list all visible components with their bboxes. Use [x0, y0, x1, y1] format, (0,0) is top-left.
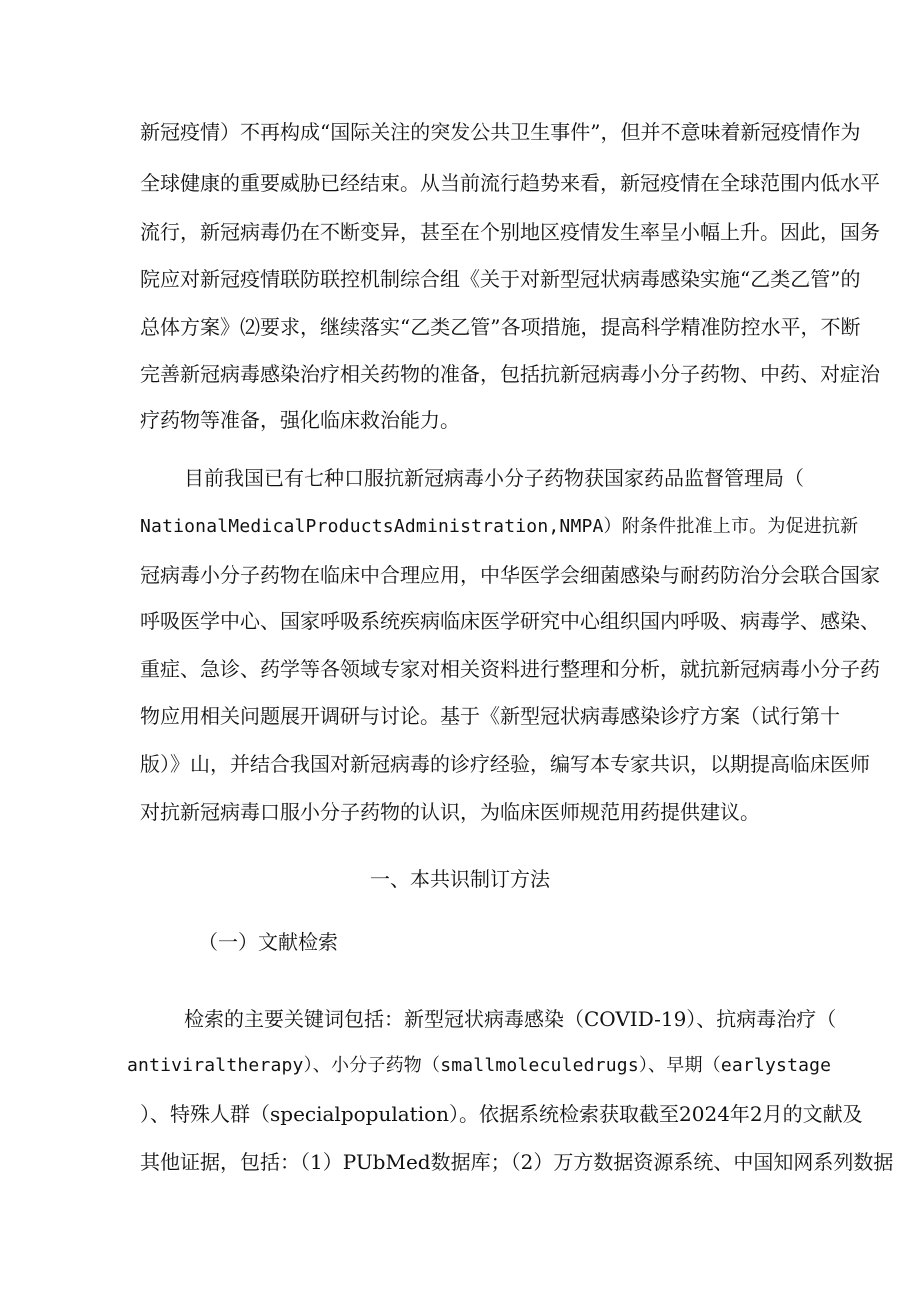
paragraph-2-line-1: 目前我国已有七种口服抗新冠病毒小分子药物获国家药品监督管理局（ [184, 466, 804, 490]
paragraph-2-line-5: 重症、急诊、药学等各领域专家对相关资料进行整理和分析，就抗新冠病毒小分子药 [140, 657, 880, 681]
paragraph-1-line-5: 总体方案》⑵要求，继续落实“乙类乙管”各项措施，提高科学精准防控水平，不断 [140, 315, 861, 339]
paragraph-3-line-4: 其他证据，包括：（1）PUbMed数据库；（2）万方数据资源系统、中国知网系列数据 [140, 1150, 894, 1174]
paragraph-1-line-4: 院应对新冠疫情联防联控机制综合组《关于对新型冠状病毒感染实施“乙类乙管”的 [140, 267, 861, 291]
paragraph-1-line-7: 疗药物等准备，强化临床救治能力。 [140, 408, 460, 432]
paragraph-2-line-7: 版）》山，并结合我国对新冠病毒的诊疗经验，编写本专家共识，以期提高临床医师 [140, 752, 870, 776]
paragraph-1-line-1: 新冠疫情）不再构成“国际关注的突发公共卫生事件”，但并不意味着新冠疫情作为 [140, 120, 861, 144]
paragraph-3-line-2: antiviraltherapy）、小分子药物（smallmoleculedrugs）、早期（earlystage [127, 1055, 832, 1076]
paragraph-1-line-3: 流行，新冠病毒仍在不断变异，甚至在个别地区疫情发生率呈小幅上升。因此，国务 [140, 220, 880, 244]
paragraph-2-line-4: 呼吸医学中心、国家呼吸系统疾病临床医学研究中心组织国内呼吸、病毒学、感染、 [140, 609, 880, 633]
paragraph-1-line-2: 全球健康的重要威胁已经结束。从当前流行趋势来看，新冠疫情在全球范围内低水平 [140, 171, 880, 195]
paragraph-2-line-8: 对抗新冠病毒口服小分子药物的认识，为临床医师规范用药提供建议。 [140, 800, 760, 824]
paragraph-3-line-3: ）、特殊人群（specialpopulation）。依据系统检索获取截至2024年2月的文献及 [140, 1102, 863, 1126]
section-heading: 一、本共识制订方法 [370, 867, 550, 891]
paragraph-3-line-1: 检索的主要关键词包括：新型冠状病毒感染（COVID-19）、抗病毒治疗（ [184, 1007, 837, 1031]
subsection-heading: （一）文献检索 [198, 930, 338, 954]
paragraph-2-line-3: 冠病毒小分子药物在临床中合理应用，中华医学会细菌感染与耐药防治分会联合国家 [140, 563, 880, 587]
paragraph-2-line-6: 物应用相关问题展开调研与讨论。基于《新型冠状病毒感染诊疗方案（试行第十 [140, 704, 840, 728]
paragraph-2-line-2: NationalMedicalProductsAdministration,NMPA）附条件批准上市。为促进抗新 [140, 516, 859, 537]
paragraph-1-line-6: 完善新冠病毒感染治疗相关药物的准备，包括抗新冠病毒小分子药物、中药、对症治 [140, 362, 880, 386]
